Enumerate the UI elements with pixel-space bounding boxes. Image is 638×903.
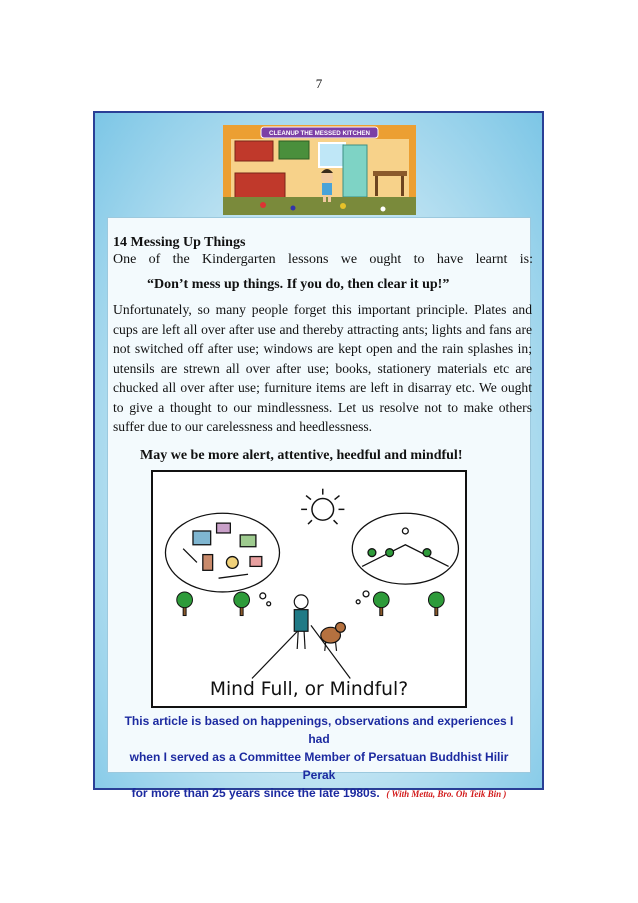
signature: ( With Metta, Bro. Oh Teik Bin ) — [386, 789, 507, 799]
cartoon-caption: Mind Full, or Mindful? — [209, 679, 409, 701]
footer-line-3-text: for more than 25 years since the late 1980s — [131, 786, 377, 800]
article-intro: One of the Kindergarten lessons we ought to have learnt is: — [113, 252, 533, 267]
banner-title: CLEANUP THE MESSED KITCHEN — [269, 130, 370, 138]
article-heading: 14 Messing Up Things — [113, 235, 246, 250]
footer-line-3 — [113, 784, 525, 803]
footer-period: . — [376, 786, 380, 800]
mindful-cartoon — [151, 470, 467, 708]
article-frame — [93, 111, 544, 800]
article-body: Unfortunately, so many people forget this important principle. Plates and cups are left all over after use and thereby attracting ants; lights and fans are not switched off after use; windows are kept open and the rain splashes in; utensils are strewn all over after use; books, stationery materials etc are chucked all over after use; furniture items are left in disarray etc. We ought to give a thought to our mindlessness. Let us resolve not to make others suffer due to our carelessness and heedlessness. — [113, 302, 532, 434]
article-footer — [113, 712, 525, 803]
kitchen-illustration — [223, 125, 416, 215]
page-number: 7 — [315, 76, 323, 91]
article-wish: May we be more alert, attentive, heedful and mindful! — [140, 448, 463, 463]
footer-line-2: when I served as a Committee Member of Persatuan Buddhist Hilir Perak — [129, 750, 509, 782]
article-quote: “Don’t mess up things. If you do, then clear it up!” — [147, 277, 450, 292]
footer-line-1: This article is based on happenings, observations and experiences I had — [124, 714, 514, 746]
